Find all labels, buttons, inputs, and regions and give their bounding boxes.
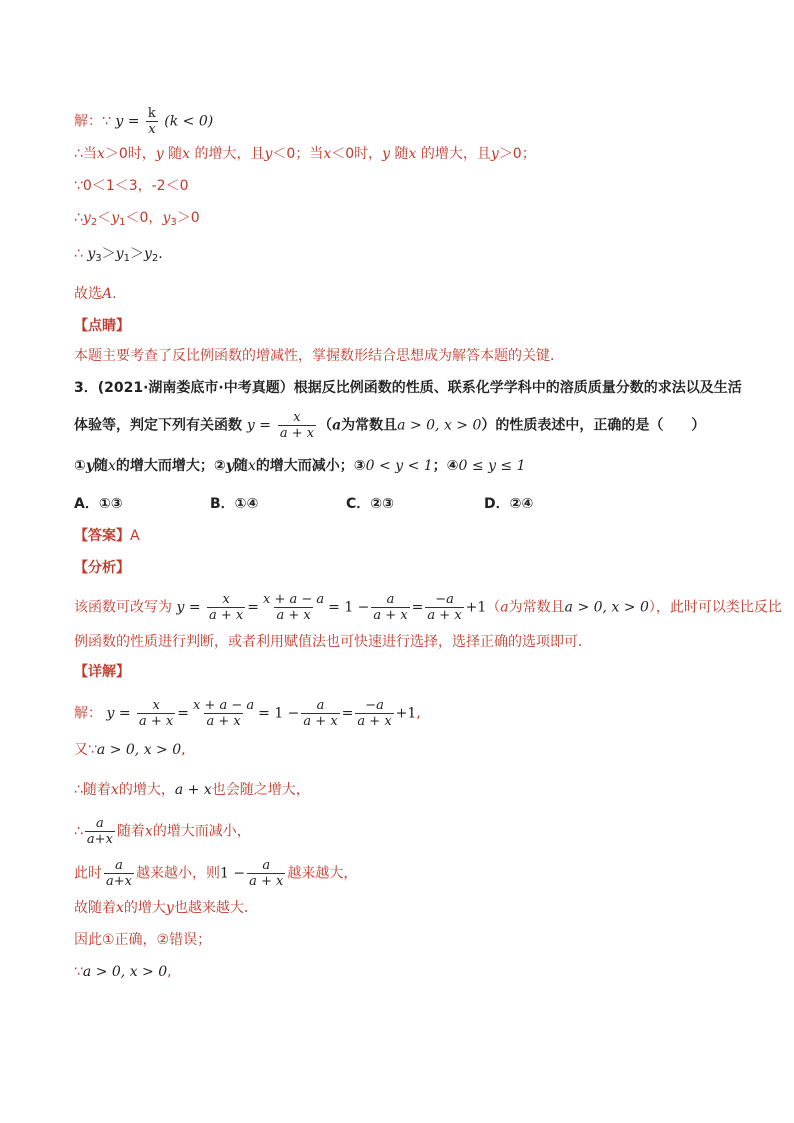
xiangjie-line-7: 因此①正确，②错误； — [74, 932, 212, 948]
fraction — [355, 698, 393, 729]
var-x: x — [96, 146, 105, 162]
math-text: = 1 − — [328, 599, 370, 616]
fraction-denominator: a + x — [357, 714, 392, 729]
text: 为常数且 — [508, 599, 565, 616]
var-y: y — [162, 210, 171, 226]
eq-condition: (k < 0) — [164, 113, 214, 130]
condition: a > 0, x > 0 — [82, 964, 168, 980]
var-y: y — [82, 210, 91, 226]
math-range-3: 0 < y < 1 — [365, 458, 433, 474]
text: ＜0；当 — [272, 146, 324, 162]
fraction — [191, 698, 256, 729]
text: 此时 — [74, 865, 102, 882]
var-y: y = — [176, 599, 201, 616]
fraction-numerator: x — [293, 410, 301, 425]
var-y: y — [115, 246, 124, 262]
solution-line-6 — [74, 284, 117, 304]
math-range-4: 0 ≤ y ≤ 1 — [458, 458, 526, 474]
fraction-denominator: a + x — [206, 714, 241, 729]
tag-dianjing: 【点睛】 — [74, 318, 130, 334]
math-text: +1 — [465, 599, 487, 616]
solution-line-2 — [74, 144, 536, 164]
text: ∵ — [74, 964, 83, 980]
var-x: x — [116, 900, 124, 916]
text: 随 — [94, 458, 108, 474]
var-x: x — [323, 146, 332, 162]
var-x: x — [110, 782, 119, 798]
fraction-numerator: a — [96, 816, 104, 831]
text: （ — [318, 417, 333, 434]
text: ＞0 — [176, 210, 200, 226]
fraction — [301, 698, 339, 729]
text: 越来越大， — [287, 865, 358, 882]
subscript: 2 — [90, 217, 98, 228]
var-y: y — [165, 900, 174, 916]
text: ∴ — [74, 823, 83, 840]
text: ∴随着 — [74, 782, 111, 798]
var-x: x — [182, 146, 191, 162]
text: ），此时可以类比反比 — [648, 599, 782, 616]
fraction-numerator: x + a − a — [192, 698, 255, 713]
equals: = — [411, 599, 424, 616]
xiangjie-line-5 — [74, 858, 357, 889]
var-x: x — [247, 458, 256, 474]
text: , — [181, 742, 186, 758]
text: 的增大 — [123, 900, 166, 916]
subscript: 1 — [119, 217, 126, 228]
text: ＜0， — [125, 210, 163, 226]
eq-lhs: y = — [115, 113, 140, 130]
tag-answer: 【答案】 — [74, 528, 130, 544]
subscript: 3 — [95, 253, 102, 264]
subscript: 2 — [151, 253, 159, 264]
option-b: B．①④ — [210, 496, 259, 512]
var-y: y — [143, 246, 152, 262]
xiangjie-line-2 — [74, 740, 186, 760]
fenxi-line-2: 例函数的性质进行判断，或者利用赋值法也可快速进行选择，选择正确的选项即可． — [74, 634, 592, 650]
question-3-line-2 — [74, 410, 705, 441]
var-a: a — [332, 417, 342, 434]
fraction — [137, 698, 175, 729]
solution-line-5 — [74, 244, 163, 269]
math-a-plus-x: a + x — [174, 782, 212, 798]
var-y: y — [382, 146, 391, 162]
fraction — [261, 592, 326, 623]
text: ＞0； — [498, 146, 536, 162]
text: 的增大而减小， — [152, 823, 251, 840]
fraction — [85, 816, 115, 847]
fraction-numerator: a — [386, 592, 395, 607]
text: ）的性质表述中，正确的是（ ） — [481, 417, 706, 434]
xiangjie-line-1 — [74, 698, 421, 729]
equals: = — [341, 705, 354, 722]
option-c: C．②③ — [346, 496, 394, 512]
text: 越来越小，则 — [135, 865, 220, 882]
math-text: 1 − — [219, 865, 246, 882]
fraction-denominator: a + x — [209, 608, 244, 623]
fraction-numerator: x — [152, 698, 160, 713]
fraction-numerator: x — [222, 592, 230, 607]
fenxi-line-1 — [74, 592, 782, 623]
text: ∴ — [74, 246, 88, 262]
text: ＜ — [97, 210, 112, 226]
fraction-denominator: a + x — [139, 714, 174, 729]
text: 的增大， — [118, 782, 175, 798]
var-x: x — [108, 458, 116, 474]
text: 随 — [233, 458, 248, 474]
text: 的增大，且 — [190, 146, 265, 162]
var-y: y — [225, 458, 234, 474]
var-y: y — [264, 146, 273, 162]
fraction — [104, 858, 134, 889]
fraction-numerator: a — [262, 858, 271, 873]
text: 随 — [390, 146, 409, 162]
text: 该函数可改写为 — [74, 599, 172, 616]
text: 解： — [74, 705, 102, 722]
var-y: y — [87, 246, 96, 262]
fraction-numerator: −a — [365, 698, 384, 713]
option-a: A．①③ — [74, 496, 123, 512]
fraction-numerator: x + a − a — [262, 592, 325, 607]
solution-line-1 — [74, 106, 213, 137]
text: 为常数且 — [341, 417, 398, 434]
fraction-denominator: a + x — [276, 608, 311, 623]
var-x: x — [408, 146, 417, 162]
fraction-k-over-x — [146, 106, 158, 137]
text: ∴ — [74, 210, 83, 226]
fraction — [371, 592, 409, 623]
text: . — [158, 246, 163, 262]
solution-prefix: 解：∵ — [74, 113, 111, 130]
tag-xiangjie: 【详解】 — [74, 664, 130, 680]
text: 的增大而减小；③ — [255, 458, 366, 474]
text: 随着 — [116, 823, 145, 840]
text: ∴当 — [74, 146, 97, 162]
text: ＞ — [101, 246, 116, 262]
text: 随 — [163, 146, 183, 162]
fraction-denominator: a + x — [303, 714, 338, 729]
math-text: +1 — [395, 705, 417, 722]
fraction-denominator: a+x — [86, 832, 113, 847]
var-y: y — [155, 146, 164, 162]
subscript: 3 — [170, 217, 177, 228]
solution-line-4 — [74, 208, 200, 233]
var-y: y — [111, 210, 120, 226]
fraction-numerator: a — [316, 698, 325, 713]
math-text: = 1 − — [258, 705, 300, 722]
answer-letter: A — [102, 286, 113, 302]
var-y: y — [85, 458, 94, 474]
var-x: x — [144, 823, 153, 840]
fraction-denominator: x — [148, 122, 156, 137]
fraction-denominator: a + x — [427, 608, 462, 623]
fraction-numerator: k — [147, 106, 156, 121]
solution-line-3: ∵0＜1＜3，-2＜0 — [74, 178, 189, 194]
tag-fenxi: 【分析】 — [74, 560, 130, 576]
text: ① — [74, 458, 86, 474]
var-y: y = — [246, 417, 271, 434]
fraction — [207, 592, 245, 623]
condition: a > 0, x > 0 — [564, 599, 649, 616]
text: ；④ — [432, 458, 459, 474]
equals: = — [247, 599, 259, 616]
text: 体验等，判定下列有关函数 — [74, 417, 242, 434]
text: 的增大而增大；② — [115, 458, 226, 474]
fraction-denominator: a + x — [249, 874, 284, 889]
answer-line — [74, 526, 140, 546]
fraction — [425, 592, 463, 623]
text: , — [416, 705, 421, 722]
text: 也越来越大． — [173, 900, 258, 916]
text: 也会随之增大， — [211, 782, 310, 798]
text: , — [167, 964, 172, 980]
fraction-denominator: a + x — [279, 426, 315, 441]
text: 故选 — [74, 286, 102, 302]
equals: = — [177, 705, 189, 722]
xiangjie-line-4 — [74, 816, 251, 847]
var-a: a — [500, 599, 509, 616]
text: （ — [486, 599, 501, 616]
option-d: D．②④ — [484, 496, 534, 512]
text: ＜0时， — [331, 146, 383, 162]
fraction-denominator: a+x — [106, 874, 132, 889]
text: ＞0时， — [104, 146, 156, 162]
fraction-denominator: a + x — [373, 608, 408, 623]
text: 故随着 — [74, 900, 116, 916]
text: 又∵ — [74, 742, 97, 758]
fraction-x-over-a-plus-x — [278, 410, 316, 441]
xiangjie-line-6 — [74, 898, 258, 918]
condition: a > 0, x > 0 — [397, 417, 482, 434]
fraction-numerator: a — [115, 858, 123, 873]
fraction — [247, 858, 285, 889]
var-y: y — [490, 146, 499, 162]
subscript: 1 — [123, 253, 130, 264]
question-3-statements — [74, 456, 526, 476]
var-y: y = — [106, 705, 131, 722]
xiangjie-line-3 — [74, 780, 310, 800]
question-3-line-1: 3．(2021·湖南娄底市·中考真题）根据反比例函数的性质、联系化学学科中的溶质质量分数的求法以及生活 — [74, 380, 742, 396]
answer-value: A — [130, 528, 140, 544]
fraction-numerator: −a — [435, 592, 454, 607]
text: ＞ — [129, 246, 144, 262]
text: 的增大，且 — [416, 146, 491, 162]
xiangjie-line-8 — [74, 962, 172, 982]
condition: a > 0, x > 0 — [96, 742, 182, 758]
dianjing-text: 本题主要考查了反比例函数的增减性，掌握数形结合思想成为解答本题的关键． — [74, 348, 564, 364]
text: . — [112, 286, 117, 302]
